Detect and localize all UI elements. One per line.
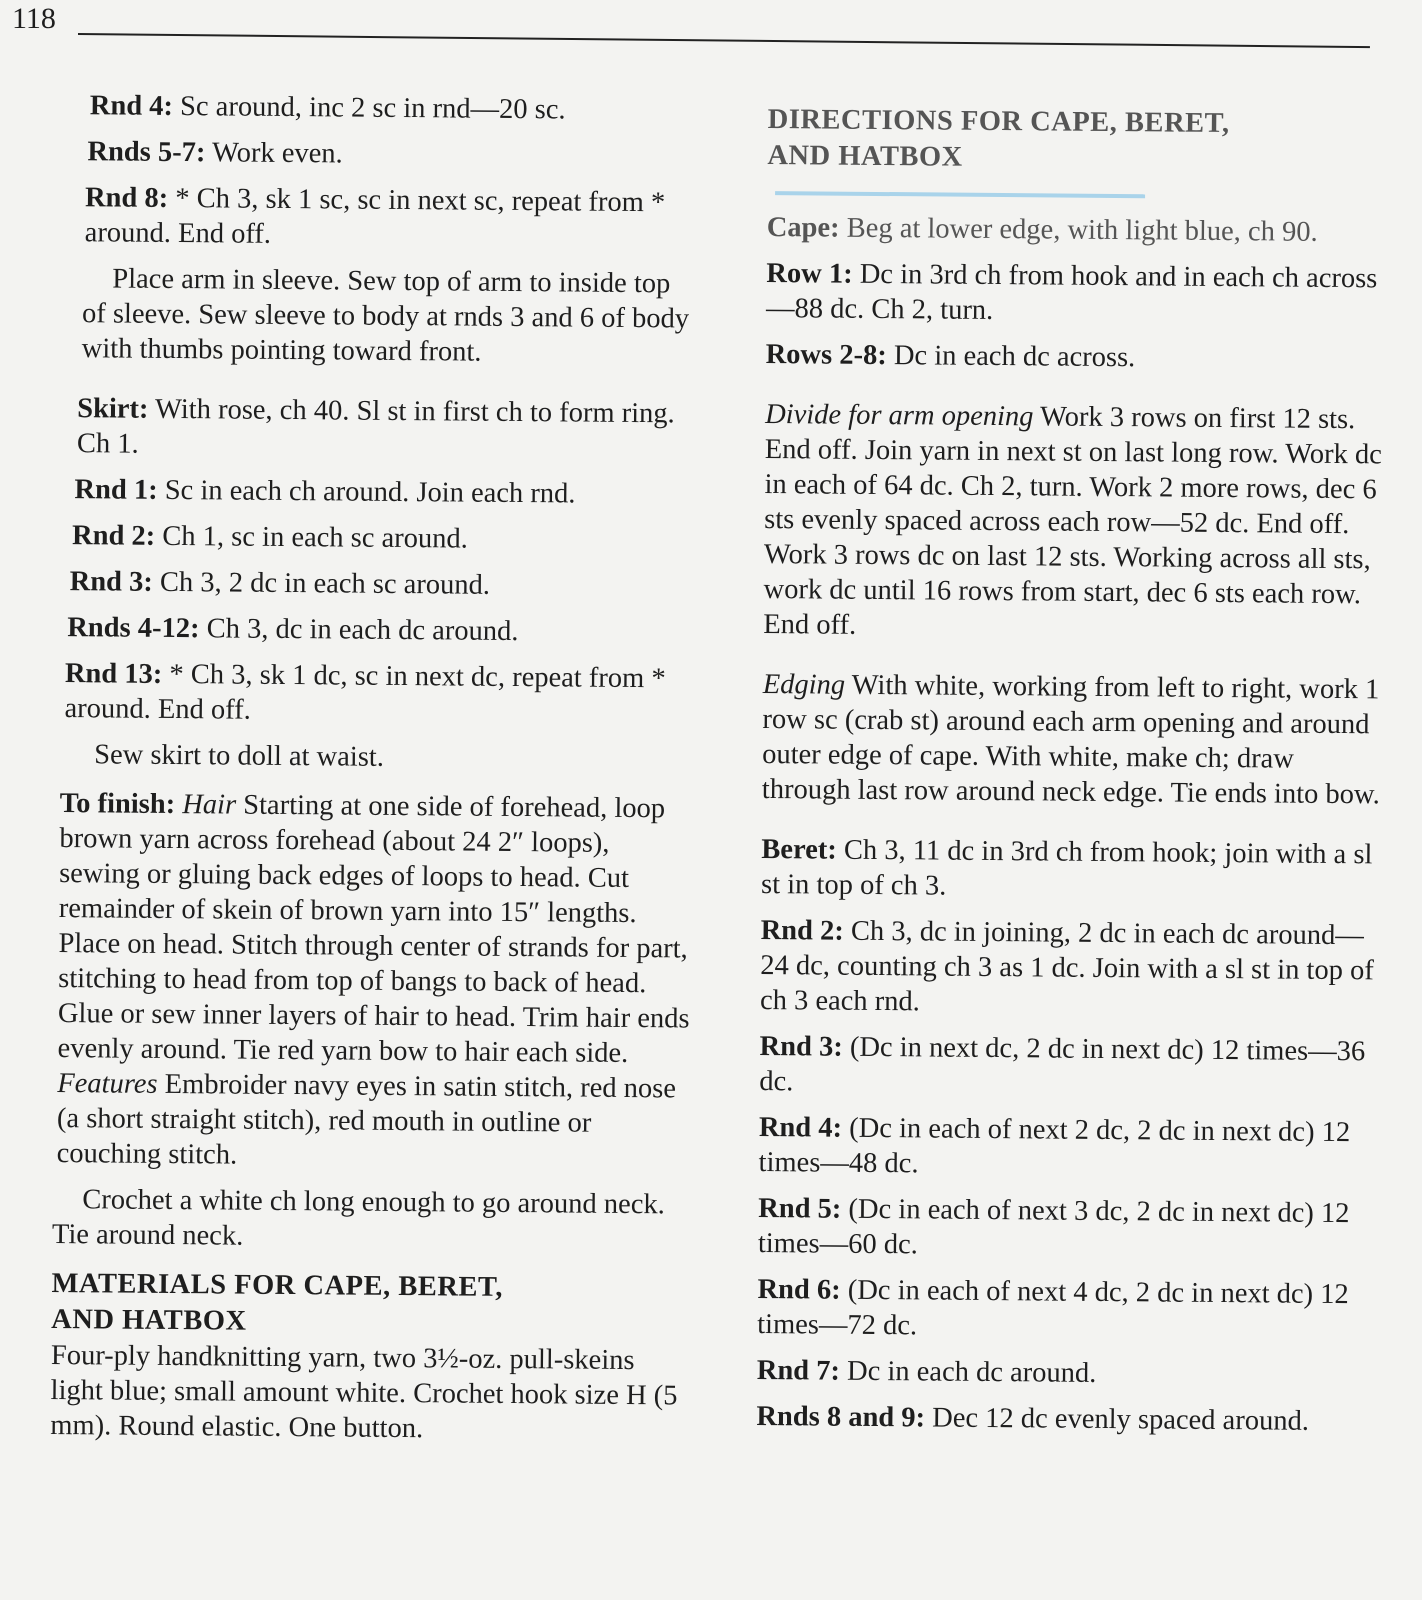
skirt-rnd2-label: Rnd 2: [71, 520, 156, 552]
beret-label: Beret: [761, 833, 837, 866]
beret-rnd7-text: Dc in each dc around. [839, 1355, 1097, 1389]
beret-rnd3-text: (Dc in next dc, 2 dc in next dc) 12 times—36 dc. [759, 1031, 1366, 1098]
cape-paragraph [767, 210, 1385, 250]
beret-rnds8-9-paragraph [756, 1399, 1374, 1439]
finish-label: To finish: [59, 788, 176, 821]
row1-text: Dc in 3rd ch from hook and in each ch across—88 dc. Ch 2, turn. [765, 258, 1378, 326]
rnd4-label: Rnd 4: [89, 90, 174, 122]
divide-label: Divide for arm opening [765, 398, 1034, 433]
beret-rnd4-text: (Dc in each of next 2 dc, 2 dc in next dc) 12 times—48 dc. [758, 1112, 1351, 1180]
beret-rnd4-paragraph [758, 1110, 1377, 1185]
right-column [756, 88, 1386, 1450]
skirt-rnd3-text: Ch 3, 2 dc in each sc around. [152, 566, 491, 601]
skirt-rnds4-12-text: Ch 3, dc in each dc around. [199, 613, 519, 648]
skirt-rnd13-label: Rnd 13: [64, 658, 163, 690]
directions-title-text: DIRECTIONS FOR CAPE, BERET, AND HATBOX [767, 103, 1230, 173]
skirt-rnd3-paragraph [58, 564, 698, 605]
rnd8-paragraph [61, 180, 702, 256]
beret-rnd2-paragraph [760, 913, 1379, 1023]
row1-label: Row 1: [766, 257, 853, 290]
finish-text-2: Embroider navy eyes in satin stitch, red nose (a short straight stitch), red mouth in outline or couching stitch. [56, 1068, 677, 1171]
beret-rnds8-9-text: Dec 12 dc evenly spaced around. [924, 1402, 1310, 1437]
beret-rnd4-label: Rnd 4: [758, 1111, 843, 1144]
beret-rnd2-label: Rnd 2: [760, 914, 844, 947]
crochet-paragraph: Crochet a white ch long enough to go around neck. Tie around neck. [51, 1184, 665, 1252]
features-label: Features [57, 1067, 158, 1100]
materials-paragraph: Four-ply handknitting yarn, two 3½-oz. pull-skeins light blue; small amount white. Crochet hook size H (5 mm). Round elastic. One button. [50, 1339, 678, 1445]
beret-rnd6-paragraph [757, 1272, 1376, 1347]
skirt-rnd3-label: Rnd 3: [69, 566, 153, 598]
skirt-rnd1-paragraph [58, 472, 698, 513]
rows2-8-label: Rows 2-8: [765, 338, 887, 372]
rnd4-text: Sc around, inc 2 sc in rnd—20 sc. [172, 90, 566, 126]
divide-paragraph [763, 397, 1383, 647]
skirt-rnd2-paragraph [58, 518, 698, 559]
beret-text: Ch 3, 11 dc in 3rd ch from hook; join with a sl st in top of ch 3. [760, 834, 1373, 902]
rows2-8-paragraph [766, 337, 1384, 377]
skirt-rnds4-12-label: Rnds 4-12: [67, 612, 200, 645]
rnd4-paragraph [62, 88, 702, 129]
beret-rnd3-label: Rnd 3: [759, 1030, 843, 1063]
hair-label: Hair [182, 789, 237, 821]
sleeve-paragraph: Place arm in sleeve. Sew top of arm to inside top of sleeve. Sew sleeve to body at rnds 3 and 6 of body with thumbs pointing toward front. [81, 263, 690, 368]
rnds5-7-text: Work even. [205, 137, 343, 170]
edging-paragraph [762, 667, 1381, 812]
beret-paragraph [761, 832, 1380, 907]
rnd8-text: * Ch 3, sk 1 sc, sc in next sc, repeat from * around. End off. [84, 182, 666, 250]
skirt-rnds4-12-paragraph [57, 610, 697, 651]
materials-title: MATERIALS FOR CAPE, BERET, AND HATBOX [51, 1267, 504, 1337]
skirt-rnd2-text: Ch 1, sc in each sc around. [155, 520, 468, 555]
left-column [50, 88, 702, 1460]
beret-rnd7-paragraph [757, 1353, 1375, 1393]
sew-skirt-paragraph: Sew skirt to doll at waist. [94, 739, 385, 773]
skirt-rnd1-text: Sc in each ch around. Join each rnd. [157, 474, 576, 510]
finish-text-1: Starting at one side of forehead, loop brown yarn across forehead (about 24 2″ loops), sewing or gluing back edges of loops to head. Cut remainder of skein of brown yarn into 15″ lengths. Place on head. Stitch through center of strands for part, stitching to head from top of bangs to back of head. Glue or sew inner layers of hair to head. Trim hair ends evenly around. Tie red yarn bow to hair each side. [57, 789, 690, 1069]
skirt-label: Skirt: [77, 393, 149, 425]
edging-text: With white, working from left to right, work 1 row sc (crab st) around each arm opening and around outer edge of cape. With white, make ch; draw through last row around neck edge. Tie ends into bow. [761, 669, 1380, 811]
cape-label: Cape: [766, 211, 840, 244]
skirt-rnd1-label: Rnd 1: [74, 474, 158, 506]
skirt-paragraph [59, 391, 700, 467]
divide-text: Work 3 rows on first 12 sts. End off. Join yarn in next st on last long row. Work dc in each of 64 dc. Ch 2, turn. Work 2 more rows, dec 6 sts evenly spaced across each row—52 dc. End off. Work 3 rows dc on last 12 sts. Working across all sts, work dc until 16 rows from start, dec 6 sts each row. End off. [763, 401, 1382, 641]
directions-title [767, 102, 1238, 214]
beret-rnd7-label: Rnd 7: [756, 1354, 841, 1387]
rnd8-label: Rnd 8: [84, 182, 169, 214]
row1-paragraph [766, 256, 1385, 331]
beret-rnd5-text: (Dc in each of next 3 dc, 2 dc in next dc) 12 times—60 dc. [757, 1193, 1350, 1261]
title-accent-rule [775, 192, 1145, 199]
beret-rnds8-9-label: Rnds 8 and 9: [756, 1400, 926, 1434]
rows2-8-text: Dc in each dc across. [886, 340, 1136, 374]
page-number: 118 [12, 2, 56, 35]
beret-rnd3-paragraph [759, 1029, 1378, 1104]
header-rule [78, 33, 1370, 48]
beret-rnd5-label: Rnd 5: [758, 1192, 842, 1225]
rnds5-7-paragraph [61, 134, 701, 175]
finish-paragraph [53, 786, 696, 1177]
edging-label: Edging [762, 668, 846, 701]
rnds5-7-label: Rnds 5-7: [87, 136, 206, 169]
beret-rnd6-text: (Dc in each of next 4 dc, 2 dc in next dc) 12 times—72 dc. [757, 1274, 1349, 1342]
cape-text: Beg at lower edge, with light blue, ch 90. [839, 212, 1318, 248]
skirt-rnd13-paragraph [56, 656, 697, 732]
beret-rnd6-label: Rnd 6: [757, 1273, 841, 1306]
beret-rnd5-paragraph [758, 1191, 1377, 1266]
skirt-rnd13-text: * Ch 3, sk 1 dc, sc in next dc, repeat from * around. End off. [64, 658, 666, 726]
skirt-text: With rose, ch 40. Sl st in first ch to form ring. Ch 1. [76, 393, 675, 460]
beret-rnd2-text: Ch 3, dc in joining, 2 dc in each dc around—24 dc, counting ch 3 as 1 dc. Join with a sl st in top of ch 3 each rnd. [759, 915, 1374, 1018]
